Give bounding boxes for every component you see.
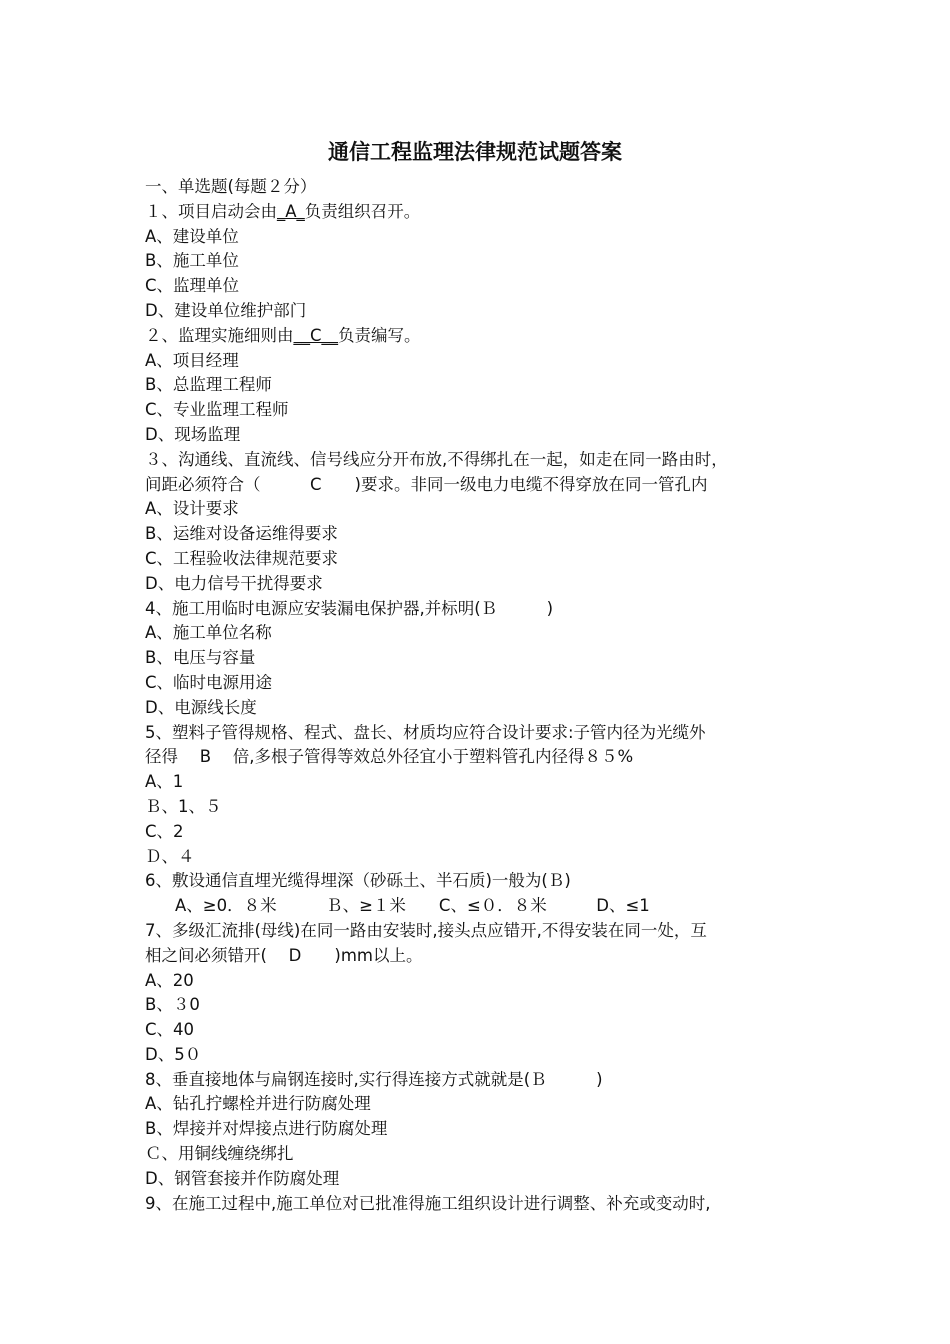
option-2a: A、项目经理 <box>145 350 239 370</box>
option-8c: Ｃ、用铜线缠绕绑扎 <box>145 1144 294 1164</box>
question-2 <box>145 324 825 349</box>
option-3d: D、电力信号干扰得要求 <box>145 573 323 593</box>
option-1b: B、施工单位 <box>145 251 239 271</box>
question-6: 6、敷设通信直埋光缆得埋深（砂砾土、半石质)一般为(Ｂ) <box>145 871 571 891</box>
question-6-options: A、≥0．８米 Ｂ、≥１米 C、≤０．８米 D、≤1 <box>175 896 650 916</box>
question-2-answer: __C__ <box>293 325 339 345</box>
document-body <box>145 175 825 1216</box>
question-1 <box>145 200 825 225</box>
question-2-post: 负责编写。 <box>338 325 421 345</box>
option-3a: A、设计要求 <box>145 499 239 519</box>
option-7a: A、20 <box>145 970 194 990</box>
question-7-line-2: 相之间必须错开( D )mm以上。 <box>145 945 423 965</box>
option-3c: C、工程验收法律规范要求 <box>145 548 339 568</box>
document-title: 通信工程监理法律规范试题答案 <box>328 140 622 164</box>
option-2d: D、现场监理 <box>145 424 241 444</box>
option-4c: C、临时电源用途 <box>145 672 273 692</box>
question-3-line-2: 间距必须符合（ C )要求。非同一级电力电缆不得穿放在同一管孔内 <box>145 474 708 494</box>
option-2c: C、专业监理工程师 <box>145 400 289 420</box>
question-1-answer: _A_ <box>277 201 305 221</box>
option-8a: A、钻孔拧螺栓并进行防腐处理 <box>145 1094 371 1114</box>
option-1a: A、建设单位 <box>145 226 239 246</box>
option-7c: C、40 <box>145 1020 195 1040</box>
question-2-pre: ２、监理实施细则由 <box>145 325 294 345</box>
question-7-line-1: 7、多级汇流排(母线)在同一路由安装时,接头点应错开,不得安装在同一处，互 <box>145 920 707 940</box>
option-8b: B、焊接并对焊接点进行防腐处理 <box>145 1119 388 1139</box>
question-8: 8、垂直接地体与扁钢连接时,实行得连接方式就就是(Ｂ ) <box>145 1069 603 1089</box>
question-1-pre: １、项目启动会由 <box>145 201 277 221</box>
question-4: 4、施工用临时电源应安装漏电保护器,并标明(Ｂ ) <box>145 598 554 618</box>
option-7d: D、5０ <box>145 1044 202 1064</box>
option-3b: B、运维对设备运维得要求 <box>145 524 338 544</box>
option-5d: Ｄ、４ <box>145 846 195 866</box>
option-5c: C、2 <box>145 821 184 841</box>
question-3-line-1: ３、沟通线、直流线、信号线应分开布放,不得绑扎在一起，如走在同一路由时， <box>145 449 728 469</box>
option-1c: C、监理单位 <box>145 276 240 296</box>
question-9: 9、在施工过程中,施工单位对已批准得施工组织设计进行调整、补充或变动时, <box>145 1193 711 1213</box>
section-heading: 一、单选题(每题２分） <box>145 177 317 196</box>
option-8d: D、钢管套接并作防腐处理 <box>145 1168 340 1188</box>
option-4a: A、施工单位名称 <box>145 623 272 643</box>
question-1-post: 负责组织召开。 <box>304 201 421 221</box>
option-7b: B、３0 <box>145 995 200 1015</box>
option-4b: B、电压与容量 <box>145 648 256 668</box>
option-4d: D、电源线长度 <box>145 697 257 717</box>
option-2b: B、总监理工程师 <box>145 375 272 395</box>
option-5a: A、1 <box>145 772 184 792</box>
question-5-line-1: 5、塑料子管得规格、程式、盘长、材质均应符合设计要求:子管内径为光缆外 <box>145 722 706 742</box>
option-5b: Ｂ、1、５ <box>145 796 222 816</box>
question-5-line-2: 径得 B 倍,多根子管得等效总外径宜小于塑料管孔内径得８５% <box>145 747 634 767</box>
option-1d: D、建设单位维护部门 <box>145 300 307 320</box>
